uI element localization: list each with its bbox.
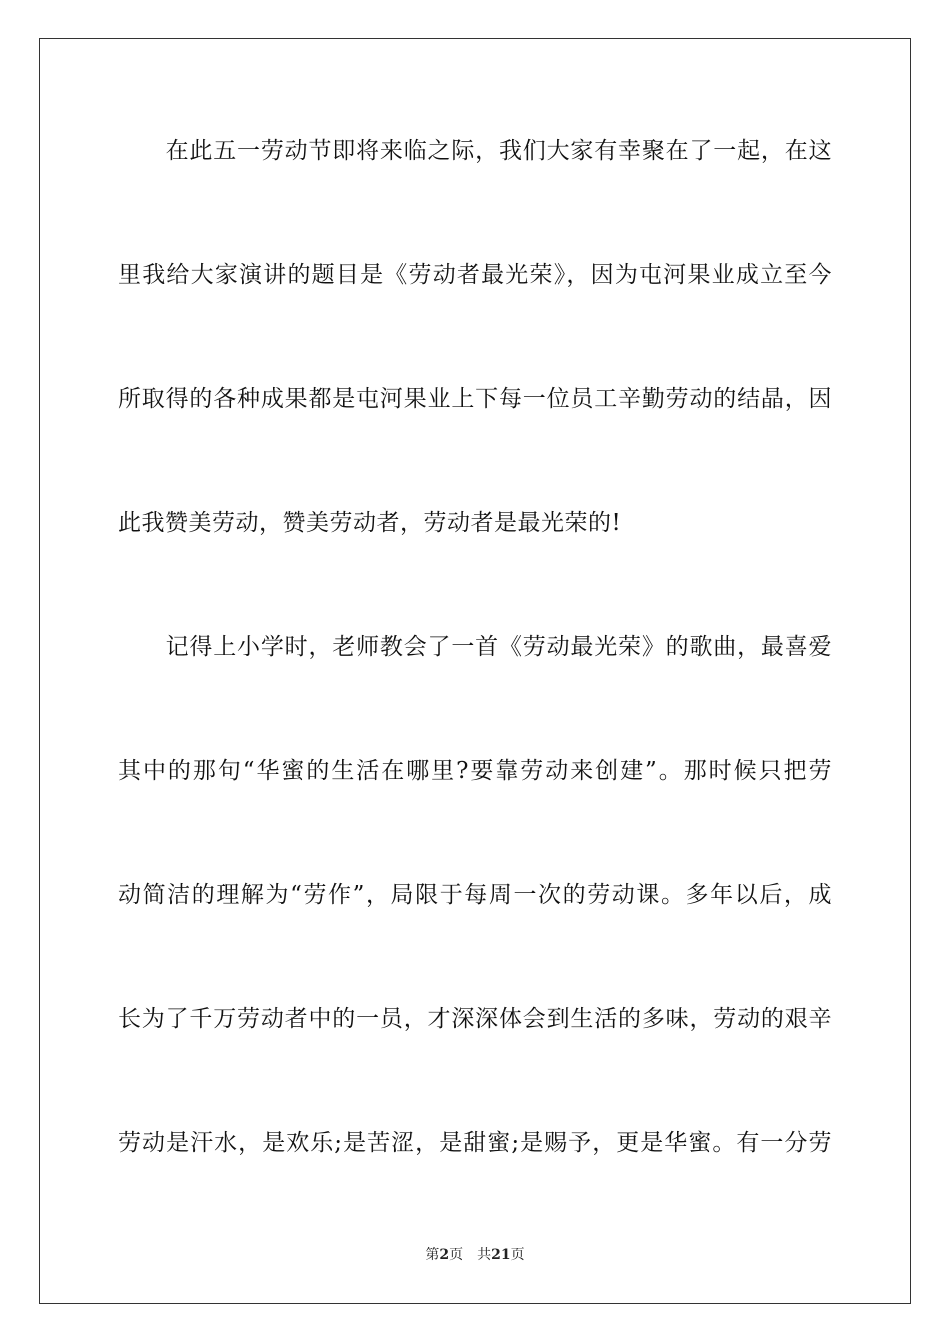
text-line-7: 动简洁的理解为“劳作”，局限于每周一次的劳动课。多年以后，成 [118, 882, 832, 908]
text-line-8: 长为了千万劳动者中的一员，才深深体会到生活的多味，劳动的艰辛 [118, 1006, 832, 1032]
text-line-6: 其中的那句“华蜜的生活在哪里?要靠劳动来创建”。那时候只把劳 [118, 758, 832, 784]
text-line-4: 此我赞美劳动，赞美劳动者，劳动者是最光荣的! [118, 510, 622, 536]
footer-page-prefix: 第 [425, 1247, 440, 1263]
text-line-3: 所取得的各种成果都是屯河果业上下每一位员工辛勤劳动的结晶，因 [118, 386, 832, 412]
footer-total-prefix: 共 [477, 1247, 492, 1263]
footer-total-number: 21 [491, 1247, 511, 1263]
page-border [39, 38, 911, 1304]
text-line-5: 记得上小学时，老师教会了一首《劳动最光荣》的歌曲，最喜爱 [118, 634, 832, 660]
footer-total-suffix: 页 [510, 1247, 525, 1263]
page-footer [0, 1246, 950, 1264]
footer-page-suffix: 页 [449, 1247, 464, 1263]
footer-page-number: 2 [439, 1247, 450, 1263]
text-line-1: 在此五一劳动节即将来临之际，我们大家有幸聚在了一起，在这 [118, 138, 832, 164]
text-line-2: 里我给大家演讲的题目是《劳动者最光荣》，因为屯河果业成立至今 [118, 262, 832, 288]
text-line-9: 劳动是汗水，是欢乐;是苦涩，是甜蜜;是赐予，更是华蜜。有一分劳 [118, 1130, 832, 1156]
